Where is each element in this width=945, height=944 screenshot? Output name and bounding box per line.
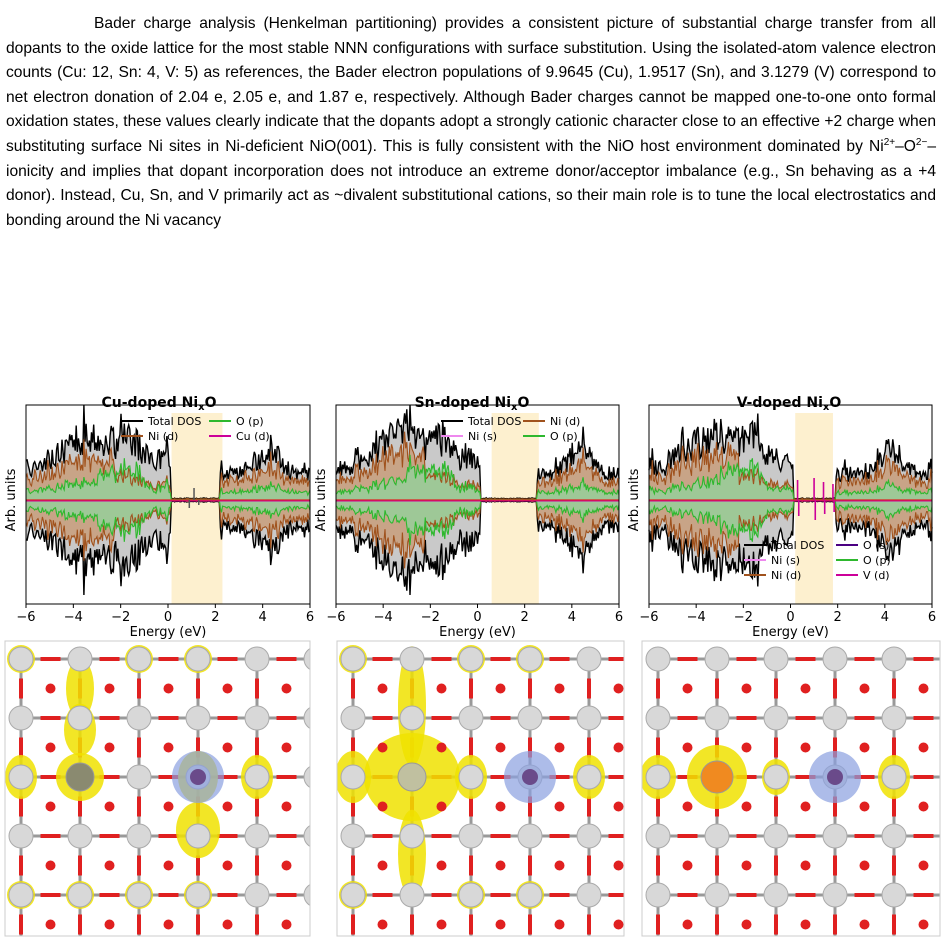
dos-panel-3 <box>627 395 936 640</box>
ni-atom <box>245 647 269 671</box>
ni-atom <box>304 824 328 848</box>
o-atom <box>614 920 624 930</box>
o-atom <box>437 802 447 812</box>
legend-label: Ni (d) <box>550 415 581 428</box>
o-atom <box>555 684 565 694</box>
dos-panel-2 <box>314 395 623 640</box>
ni-atom <box>304 647 328 671</box>
o-atom <box>164 684 174 694</box>
o-atom <box>378 920 388 930</box>
x-tick-label: 0 <box>163 610 173 625</box>
o-atom <box>801 743 811 753</box>
ni-atom <box>400 883 424 907</box>
o-atom <box>437 861 447 871</box>
band-gap-region <box>172 413 223 604</box>
o-atom <box>742 861 752 871</box>
legend-label: Ni (d) <box>771 569 802 582</box>
x-tick-label: 6 <box>305 610 315 625</box>
y-axis-label: Arb. units <box>314 468 329 532</box>
ni-atom <box>400 824 424 848</box>
o-atom <box>105 920 115 930</box>
o-atom <box>282 920 292 930</box>
ni-atom <box>518 883 542 907</box>
o-atom <box>614 743 624 753</box>
o-atom <box>683 861 693 871</box>
legend-label: Total DOS <box>148 415 202 428</box>
o-atom <box>282 861 292 871</box>
ni-atom <box>127 824 151 848</box>
paragraph-part-c: – ionicity and implies that dopant incorporation does not introduce an extreme donor/acceptor imbalance (e.g., Sn behaving as a +4 donor). Instead, Cu, Sn, and V primarily act as ~divalent substitutional cations, so their main role is to tune the local electrostatics and bonding around the Ni vacancy <box>6 137 936 229</box>
ni-atom <box>646 883 670 907</box>
o-atom <box>437 684 447 694</box>
ni-atom <box>127 765 151 789</box>
ni-atom <box>518 824 542 848</box>
ni-atom <box>577 883 601 907</box>
dopant-atom <box>398 763 426 791</box>
o-atom <box>378 861 388 871</box>
ni-atom <box>705 706 729 730</box>
x-tick-label: 4 <box>567 610 576 625</box>
ni-atom <box>823 824 847 848</box>
o-atom <box>919 861 929 871</box>
ni-atom <box>823 706 847 730</box>
ni-atom <box>941 883 945 907</box>
ni-atom <box>882 647 906 671</box>
o-atom <box>223 743 233 753</box>
ni-atom <box>9 765 33 789</box>
o-atom <box>164 743 174 753</box>
panel-title: Cu-doped $Ni_xO$ <box>101 395 217 413</box>
x-tick-label: 2 <box>833 610 842 625</box>
o-atom <box>105 802 115 812</box>
figure-canvas <box>0 393 945 939</box>
ni-atom <box>186 824 210 848</box>
o-atom <box>673 743 683 753</box>
o-atom <box>860 920 870 930</box>
legend-label: O (p) <box>863 554 891 567</box>
band-gap-region <box>492 413 539 604</box>
ni-atom <box>646 647 670 671</box>
o-atom <box>378 743 388 753</box>
legend-label: V (d) <box>863 569 890 582</box>
x-tick-label: −4 <box>63 610 83 625</box>
dos-figure <box>0 393 945 939</box>
o-atom <box>683 802 693 812</box>
o-atom <box>673 684 683 694</box>
ni-atom <box>9 706 33 730</box>
ni-atom <box>518 647 542 671</box>
ni-atom <box>764 647 788 671</box>
legend-label: Ni (s) <box>771 554 801 567</box>
paragraph-part-a: Bader charge analysis (Henkelman partitioning) provides a consistent picture of substantial charge transfer from all dopants to the oxide lattice for the most stable NNN configurations with surface substitution. Using the isolated-atom valence electron counts (Cu: 12, Sn: 4, V: 5) as references, the Bader electron populations of 9.9645 (Cu), 1.9517 (Sn), and 3.1279 (V) correspond to net electron donation of 2.04 e, 2.05 e, and 1.87 e, respectively. Although Bader charges cannot be mapped one-to-one onto formal oxidation states, these values clearly indicate that the dopants adopt a strongly cationic character close to an effective +2 charge when substituting surface Ni sites in Ni-deficient NiO(001). This is fully consistent with the NiO host environment dominated by Ni <box>6 15 936 155</box>
y-axis-label: Arb. units <box>4 468 19 532</box>
o-atom <box>742 684 752 694</box>
o-atom <box>742 920 752 930</box>
o-atom <box>46 861 56 871</box>
x-tick-label: −4 <box>686 610 706 625</box>
o-atom <box>378 684 388 694</box>
ni-atom <box>823 883 847 907</box>
ni-atom <box>577 647 601 671</box>
o-atom <box>282 802 292 812</box>
ni-atom <box>341 883 365 907</box>
ni-atom <box>577 824 601 848</box>
legend-label: Total DOS <box>468 415 522 428</box>
o-atom <box>46 802 56 812</box>
ni-atom <box>245 706 269 730</box>
o-atom <box>341 743 351 753</box>
ni-atom <box>941 647 945 671</box>
o-atom <box>801 802 811 812</box>
ni-atom <box>577 706 601 730</box>
ni-atom <box>9 824 33 848</box>
o-atom <box>555 861 565 871</box>
ni-atom <box>646 706 670 730</box>
ni-atom <box>245 883 269 907</box>
x-tick-label: 2 <box>211 610 220 625</box>
o-atom <box>860 861 870 871</box>
ni-atom <box>823 647 847 671</box>
x-tick-label: 2 <box>520 610 529 625</box>
x-tick-label: 6 <box>614 610 624 625</box>
ni-atom <box>304 883 328 907</box>
o-atom <box>919 802 929 812</box>
o-atom <box>437 743 447 753</box>
o-atom <box>223 684 233 694</box>
ni-atom <box>68 883 92 907</box>
o-atom <box>341 684 351 694</box>
o-atom <box>801 684 811 694</box>
o-atom <box>496 861 506 871</box>
o-atom <box>341 802 351 812</box>
o-atom <box>555 802 565 812</box>
o-atom <box>282 684 292 694</box>
ni-atom <box>459 883 483 907</box>
o-atom <box>614 684 624 694</box>
o-atom <box>223 861 233 871</box>
legend-label: O (p) <box>550 430 578 443</box>
o-atom <box>496 802 506 812</box>
ni-atom <box>941 824 945 848</box>
ni-atom <box>705 883 729 907</box>
ni-atom <box>186 883 210 907</box>
paragraph-text <box>6 12 936 233</box>
x-tick-label: 4 <box>258 610 267 625</box>
ni-atom <box>304 706 328 730</box>
o-atom <box>673 861 683 871</box>
o-atom <box>801 861 811 871</box>
o-atom <box>919 743 929 753</box>
x-axis-label: Energy (eV) <box>129 625 207 640</box>
x-tick-label: −2 <box>111 610 131 625</box>
o-atom <box>223 920 233 930</box>
dopant-atom <box>701 761 733 793</box>
ni-atom <box>764 765 788 789</box>
paragraph-part-b: –O <box>895 137 916 155</box>
o-atom <box>164 802 174 812</box>
o-atom <box>223 802 233 812</box>
x-tick-label: 0 <box>786 610 795 625</box>
x-tick-label: 4 <box>880 610 889 625</box>
x-tick-label: −2 <box>733 610 753 625</box>
vacancy-center <box>827 769 843 785</box>
ni-atom <box>186 706 210 730</box>
o-atom <box>341 861 351 871</box>
o-atom <box>496 684 506 694</box>
ni-atom <box>68 824 92 848</box>
legend-label: O (s) <box>863 539 890 552</box>
o-atom <box>860 684 870 694</box>
ni-atom <box>127 706 151 730</box>
o-atom <box>742 802 752 812</box>
ni-atom <box>186 647 210 671</box>
x-tick-label: −6 <box>639 610 659 625</box>
ni-atom <box>459 706 483 730</box>
dos-panel-1 <box>4 395 314 640</box>
x-tick-label: −2 <box>420 610 440 625</box>
o-atom <box>683 920 693 930</box>
vacancy-center <box>190 769 206 785</box>
ni-atom <box>941 765 945 789</box>
isosurface-panel-1 <box>5 641 375 939</box>
legend-label: Ni (s) <box>468 430 498 443</box>
ni-atom <box>882 765 906 789</box>
ni-atom <box>245 824 269 848</box>
o-atom <box>673 802 683 812</box>
ni-atom <box>577 765 601 789</box>
ni-atom <box>705 824 729 848</box>
ni-atom <box>764 706 788 730</box>
x-tick-label: 6 <box>927 610 937 625</box>
legend-label: Total DOS <box>771 539 825 552</box>
x-axis-label: Energy (eV) <box>752 625 829 640</box>
o-atom <box>46 743 56 753</box>
ni-atom <box>764 883 788 907</box>
o-atom <box>164 920 174 930</box>
isosurface-panel-3 <box>640 641 945 939</box>
o-atom <box>860 743 870 753</box>
ni-atom <box>459 824 483 848</box>
o-atom <box>614 861 624 871</box>
ni-atom <box>9 647 33 671</box>
ni-atom <box>705 647 729 671</box>
o-atom <box>46 684 56 694</box>
o-atom <box>614 802 624 812</box>
y-axis-label: Arb. units <box>627 468 642 532</box>
body-paragraph <box>6 12 936 233</box>
o-atom <box>683 743 693 753</box>
o-atom <box>919 684 929 694</box>
o-atom <box>164 861 174 871</box>
ni-atom <box>764 824 788 848</box>
o-atom <box>555 743 565 753</box>
ni-atom <box>459 765 483 789</box>
vacancy-center <box>522 769 538 785</box>
ni-atom <box>400 706 424 730</box>
ni-atom <box>68 706 92 730</box>
superscript-o-charge: 2− <box>915 136 928 148</box>
o-atom <box>742 743 752 753</box>
o-atom <box>378 802 388 812</box>
ni-atom <box>341 647 365 671</box>
ni-atom <box>882 883 906 907</box>
ni-atom <box>459 647 483 671</box>
legend-label: Ni (d) <box>148 430 179 443</box>
ni-atom <box>400 647 424 671</box>
o-atom <box>496 920 506 930</box>
o-atom <box>105 861 115 871</box>
o-atom <box>282 743 292 753</box>
ni-atom <box>9 883 33 907</box>
ni-atom <box>882 824 906 848</box>
x-tick-label: 0 <box>473 610 482 625</box>
ni-atom <box>127 647 151 671</box>
o-atom <box>341 920 351 930</box>
panel-title: Sn-doped $Ni_xO$ <box>414 395 530 413</box>
ni-atom <box>304 765 328 789</box>
ni-atom <box>646 824 670 848</box>
ni-atom <box>68 647 92 671</box>
o-atom <box>673 920 683 930</box>
ni-atom <box>245 765 269 789</box>
o-atom <box>919 920 929 930</box>
x-tick-label: −4 <box>373 610 393 625</box>
o-atom <box>801 920 811 930</box>
legend-label: O (p) <box>236 415 264 428</box>
x-axis-label: Energy (eV) <box>439 625 516 640</box>
panel-title: V-doped $Ni_xO$ <box>736 395 842 413</box>
ni-atom <box>341 765 365 789</box>
dopant-atom <box>66 763 94 791</box>
ni-atom <box>518 706 542 730</box>
ni-atom <box>882 706 906 730</box>
ni-atom <box>646 765 670 789</box>
ni-atom <box>941 706 945 730</box>
o-atom <box>105 743 115 753</box>
o-atom <box>555 920 565 930</box>
o-atom <box>860 802 870 812</box>
o-atom <box>683 684 693 694</box>
o-atom <box>437 920 447 930</box>
ni-atom <box>127 883 151 907</box>
x-tick-label: −6 <box>326 610 346 625</box>
legend-label: Cu (d) <box>236 430 270 443</box>
o-atom <box>496 743 506 753</box>
ni-atom <box>341 706 365 730</box>
ni-atom <box>341 824 365 848</box>
o-atom <box>46 920 56 930</box>
superscript-ni-charge: 2+ <box>883 136 896 148</box>
o-atom <box>105 684 115 694</box>
x-tick-label: −6 <box>16 610 36 625</box>
